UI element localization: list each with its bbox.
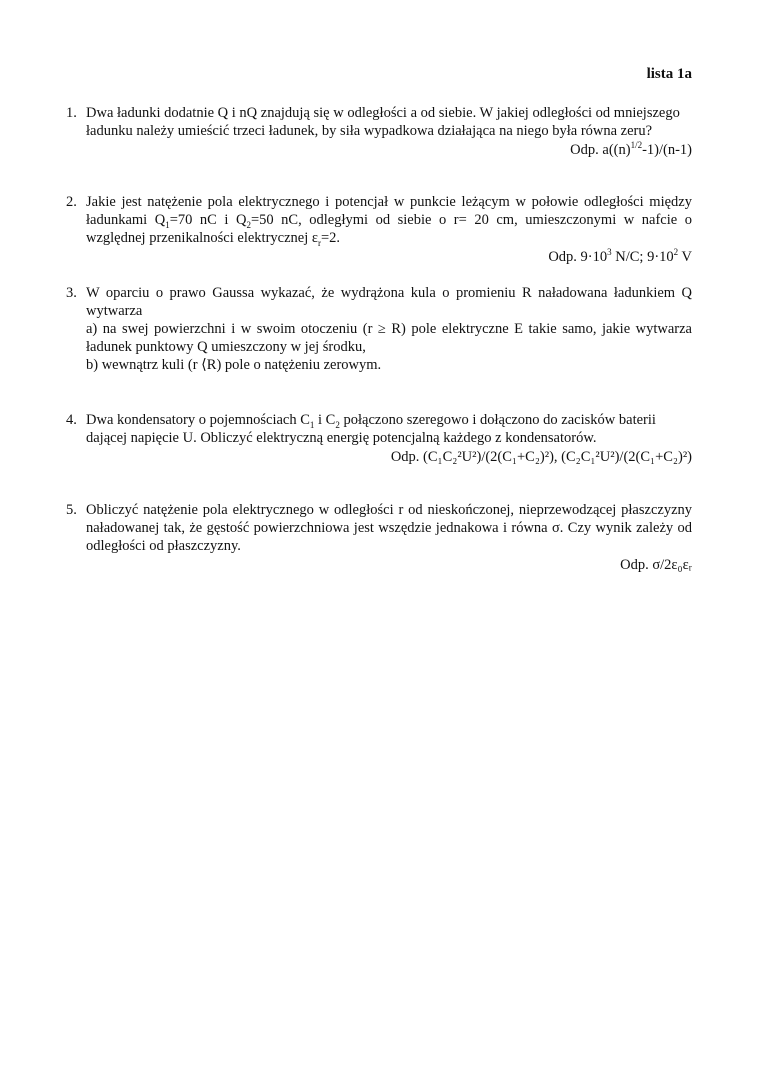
text-part: Jakie jest natężenie pola elektrycznego i potencjał w punkcie leżącym w połowie odległości między ładunkami Q bbox=[86, 194, 692, 228]
problem-text: Obliczyć natężenie pola elektrycznego w odległości r od nieskończonej, nieprzewodzącej płaszczyzny naładowanej tak, że gęstość powierzchniowa jest wszędzie jednakowa i równa σ. Czy wynik zależy od odległości od płaszczyzny. bbox=[86, 502, 692, 554]
problem-text: Dwa ładunki dodatnie Q i nQ znajdują się w odległości a od siebie. W jakiej odległości od mniejszego ładunku należy umieścić trzeci ładunek, by siła wypadkowa działająca na niego była równa zeru? bbox=[86, 105, 680, 139]
problem-number: 4. bbox=[66, 412, 77, 428]
answer: Odp. σ/2ε₀εᵣ bbox=[620, 557, 692, 573]
subscript: 1 bbox=[309, 419, 315, 430]
problem-4 bbox=[66, 411, 692, 466]
answer-part: N/C; 9·10 bbox=[611, 249, 674, 265]
answer-exponent: 3 bbox=[607, 247, 612, 258]
list-title: lista 1a bbox=[646, 66, 692, 82]
subscript: r bbox=[317, 237, 321, 248]
problem-3 bbox=[66, 284, 692, 374]
problem-intro: W oparciu o prawo Gaussa wykazać, że wydrążona kula o promieniu R naładowana ładunkiem Q wytwarza bbox=[86, 285, 692, 319]
problem-text bbox=[86, 412, 656, 446]
subscript: 2 bbox=[246, 219, 251, 230]
problem-5 bbox=[66, 501, 692, 574]
problem-number: 2. bbox=[66, 194, 77, 210]
answer-exponent: 1/2 bbox=[630, 140, 643, 151]
answer-part: Odp. 9·10 bbox=[548, 249, 608, 265]
text-part: i C bbox=[314, 412, 336, 428]
text-part: połączono szeregowo i dołączono do zacisków baterii dającej napięcie U. Obliczyć elektryczną energię potencjalną każdego z kondensatorów. bbox=[86, 412, 656, 446]
problem-part-b: b) wewnątrz kuli (r ⟨R) pole o natężeniu zerowym. bbox=[86, 357, 382, 373]
subscript: 1 bbox=[165, 219, 170, 230]
answer-part: Odp. a((n) bbox=[570, 142, 631, 158]
text-part: Dwa kondensatory o pojemnościach C bbox=[86, 412, 310, 428]
problem-1 bbox=[66, 104, 692, 159]
answer: Odp. (C₁C₂²U²)/(2(C₁+C₂)²), (C₂C₁²U²)/(2(C₁+C₂)²) bbox=[390, 449, 692, 465]
answer bbox=[86, 248, 692, 266]
answer bbox=[86, 141, 692, 159]
text-part: =50 nC, odległymi od siebie o r= 20 cm, umieszczonymi w nafcie o względnej przenikalności elektrycznej ε bbox=[86, 212, 692, 246]
answer-part: -1)/(n-1) bbox=[642, 142, 692, 158]
problem-text bbox=[86, 194, 692, 246]
problem-part-a: a) na swej powierzchni i w swoim otoczeniu (r ≥ R) pole elektryczne E takie samo, jakie wytwarza ładunek punktowy Q umieszczony w jej środku, bbox=[86, 321, 692, 355]
problem-number: 1. bbox=[66, 105, 77, 121]
problem-number: 5. bbox=[66, 502, 77, 518]
problem-number: 3. bbox=[66, 285, 77, 301]
text-part: =2. bbox=[320, 230, 341, 246]
answer-part: V bbox=[678, 249, 692, 265]
problem-2 bbox=[66, 193, 692, 266]
subscript: 2 bbox=[335, 419, 340, 430]
answer-exponent: 2 bbox=[673, 247, 679, 258]
text-part: =70 nC i Q bbox=[169, 212, 247, 228]
